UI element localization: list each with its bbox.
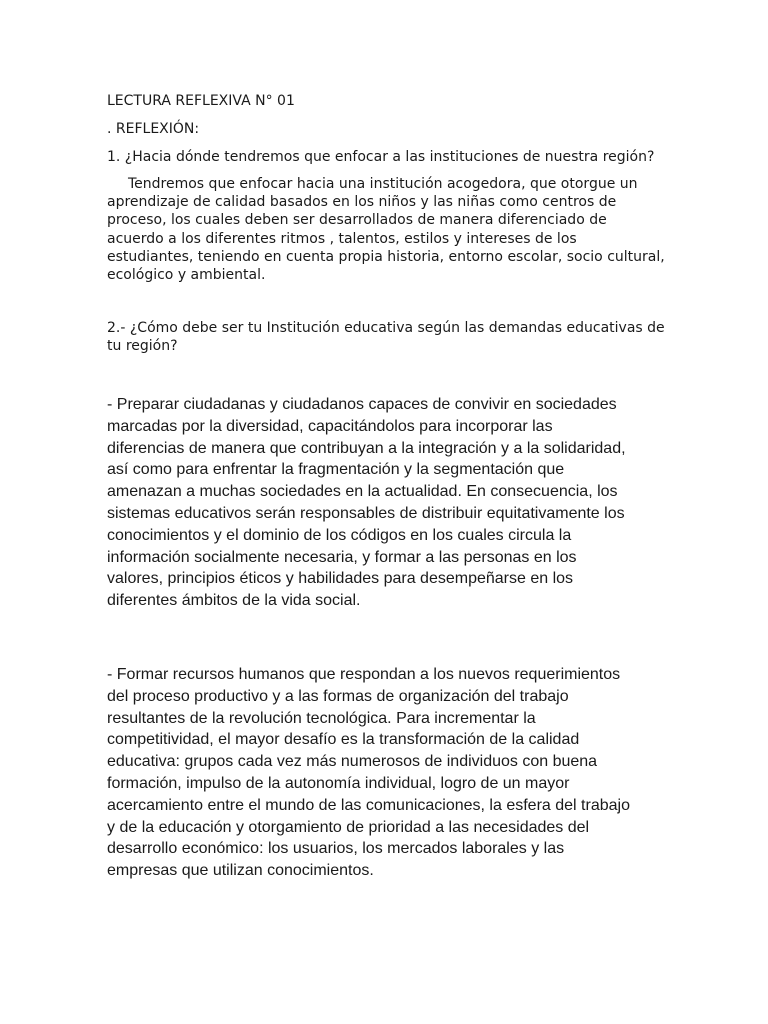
paragraph-1-line: marcadas por la diversidad, capacitándolos para incorporar las xyxy=(107,417,553,435)
paragraph-2-line: - Formar recursos humanos que respondan a los nuevos requerimientos xyxy=(107,666,621,683)
paragraph-2-line: competitividad, el mayor desafío es la transformación de la calidad xyxy=(107,731,580,749)
answer-1-line: aprendizaje de calidad basados en los niños y las niñas como centros de xyxy=(107,194,617,211)
paragraph-1-line: diferencias de manera que contribuyan a la integración y a la solidaridad, xyxy=(107,439,626,457)
paragraph-1-line: amenazan a muchas sociedades en la actualidad. En consecuencia, los xyxy=(107,483,618,501)
paragraph-1-line: valores, principios éticos y habilidades para desempeñarse en los xyxy=(107,570,574,588)
paragraph-1-line: información socialmente necesaria, y formar a las personas en los xyxy=(107,548,577,566)
paragraph-1-line: diferentes ámbitos de la vida social. xyxy=(107,592,361,610)
paragraph-1-line: - Preparar ciudadanas y ciudadanos capaces de convivir en sociedades xyxy=(107,396,617,413)
paragraph-1-line: conocimientos y el dominio de los códigos en los cuales circula la xyxy=(107,526,572,544)
paragraph-2-line: educativa: grupos cada vez más numerosos de individuos con buena xyxy=(107,753,598,771)
paragraph-2-line: y de la educación y otorgamiento de prioridad a las necesidades del xyxy=(107,818,590,836)
answer-1-line: estudiantes, teniendo en cuenta propia historia, entorno escolar, socio cultural, xyxy=(107,248,665,265)
question-2-line: tu región? xyxy=(107,338,178,354)
answer-1 xyxy=(107,175,667,284)
paragraph-1-line: sistemas educativos serán responsables de distribuir equitativamente los xyxy=(107,504,625,522)
paragraph-2-line: empresas que utilizan conocimientos. xyxy=(107,862,374,880)
answer-1-line: acuerdo a los diferentes ritmos , talentos, estilos y intereses de los xyxy=(107,230,577,247)
paragraph-1-line: así como para enfrentar la fragmentación y la segmentación que xyxy=(107,461,565,479)
answer-1-line: proceso, los cuales deben ser desarrollados de manera diferenciado de xyxy=(107,212,607,229)
answer-2-paragraph-1 xyxy=(107,394,677,612)
question-1: 1. ¿Hacia dónde tendremos que enfocar a las instituciones de nuestra región? xyxy=(107,149,655,165)
document-title: LECTURA REFLEXIVA N° 01 xyxy=(107,93,295,109)
answer-1-line: Tendremos que enfocar hacia una institución acogedora, que otorgue un xyxy=(128,176,638,192)
question-2-line: 2.- ¿Cómo debe ser tu Institución educativa según las demandas educativas de xyxy=(107,320,665,336)
paragraph-2-line: desarrollo económico: los usuarios, los mercados laborales y las xyxy=(107,840,565,858)
section-label: . REFLEXIÓN: xyxy=(107,121,200,137)
question-2 xyxy=(107,319,667,355)
paragraph-2-line: formación, impulso de la autonomía individual, logro de un mayor xyxy=(107,774,570,792)
paragraph-2-line: resultantes de la revolución tecnológica. Para incrementar la xyxy=(107,709,536,727)
answer-2-paragraph-2 xyxy=(107,664,677,882)
paragraph-2-line: del proceso productivo y a las formas de organización del trabajo xyxy=(107,687,569,705)
answer-1-line: ecológico y ambiental. xyxy=(107,267,266,284)
paragraph-2-line: acercamiento entre el mundo de las comunicaciones, la esfera del trabajo xyxy=(107,796,630,814)
